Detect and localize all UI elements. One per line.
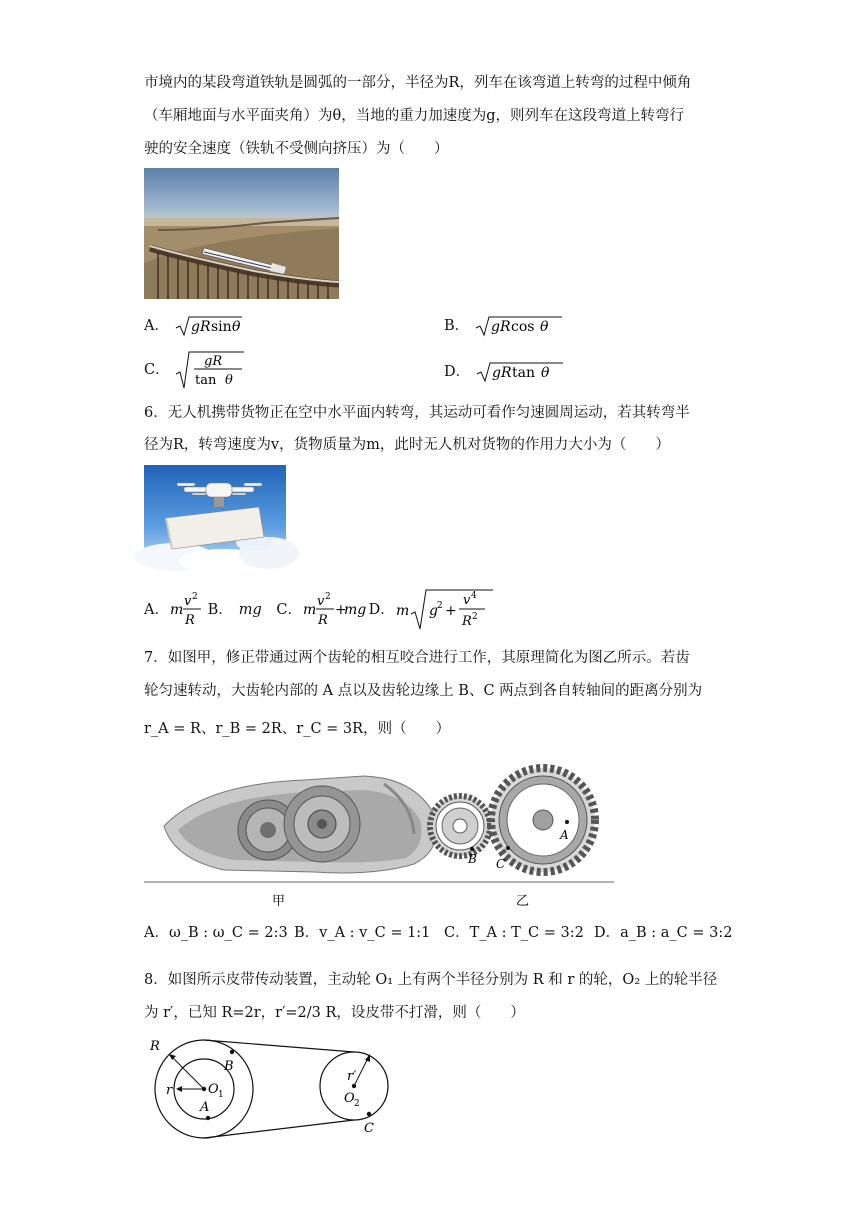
q5-line-3: 驶的安全速度（铁轨不受侧向挤压）为（ ） bbox=[144, 141, 449, 157]
q5-line-2: （车厢地面与水平面夹角）为θ，当地的重力加速度为g，则列车在这段弯道上转弯行 bbox=[144, 108, 685, 124]
svg-text:cos: cos bbox=[510, 319, 535, 335]
q5-option-c[interactable]: C． gR tan θ bbox=[144, 350, 246, 390]
q7-line-3: r_A = R、r_B = 2R、r_C = 3R，则（ ） bbox=[144, 721, 451, 737]
svg-text:g: g bbox=[428, 603, 438, 619]
q6-line-1: 6．无人机携带货物正在空中水平面内转弯，其运动可看作匀速圆周运动，若其转弯半 bbox=[144, 405, 690, 421]
svg-text:θ: θ bbox=[539, 319, 549, 335]
q7-line-2: 轮匀速转动，大齿轮内部的 A 点以及齿轮边缘上 B、C 两点到各自转轴间的距离分别为 bbox=[144, 683, 703, 699]
q7-line-1: 7．如图甲，修正带通过两个齿轮的相互咬合进行工作，其原理简化为图乙所示。若齿 bbox=[144, 650, 690, 666]
svg-text:v: v bbox=[183, 594, 192, 609]
q8-line-2: 为 r′，已知 R=2r，r′=2/3 R，设皮带不打滑，则（ ） bbox=[144, 1005, 525, 1021]
q7-option-d[interactable]: D．a_B : a_C = 3:2 bbox=[594, 925, 733, 941]
q5-option-b[interactable]: B． gR cos θ bbox=[444, 314, 564, 338]
svg-text:2: 2 bbox=[191, 592, 198, 602]
svg-text:v: v bbox=[317, 594, 325, 609]
svg-text:2: 2 bbox=[325, 592, 331, 602]
svg-text:mg: mg bbox=[344, 602, 367, 618]
q6-option-a[interactable]: A． m v 2 R bbox=[144, 592, 198, 628]
correction-tape-image bbox=[164, 776, 437, 873]
figure-jia-caption: 甲 bbox=[272, 894, 286, 909]
q8-line-1: 8．如图所示皮带传动装置，主动轮 O₁ 上有两个半径分别为 R 和 r 的轮，O₂ 上的轮半径 bbox=[144, 972, 718, 988]
drone-cargo-photo bbox=[144, 465, 286, 566]
q5-option-a[interactable]: A． gR sin θ bbox=[144, 318, 241, 335]
q6-option-b[interactable]: B． mg bbox=[207, 602, 262, 618]
label-O2-sub: 2 bbox=[354, 1099, 360, 1109]
q6-option-d[interactable]: D． m g 2 + v 4 R 2 bbox=[369, 602, 495, 618]
q6-line-2: 径为R，转弯速度为v，货物质量为m，此时无人机对货物的作用力大小为（ ） bbox=[144, 437, 670, 453]
label-B: B bbox=[224, 1059, 234, 1074]
svg-text:2: 2 bbox=[471, 612, 478, 622]
svg-text:4: 4 bbox=[470, 591, 477, 601]
svg-text:v: v bbox=[462, 593, 471, 608]
figure-yi-caption: 乙 bbox=[516, 894, 530, 909]
q5-option-d[interactable]: D． gR tan θ bbox=[444, 360, 565, 384]
svg-text:sin: sin bbox=[210, 319, 232, 335]
svg-text:tan: tan bbox=[195, 373, 217, 388]
svg-text:+: + bbox=[335, 602, 347, 618]
railway-curve-photo bbox=[144, 168, 339, 299]
q7-option-c[interactable]: C．T_A : T_C = 3:2 bbox=[444, 925, 584, 941]
label-O2: O bbox=[344, 1091, 355, 1106]
svg-text:R: R bbox=[318, 613, 328, 628]
q6-options-row bbox=[144, 588, 495, 632]
svg-text:tan: tan bbox=[511, 365, 535, 381]
svg-text:θ: θ bbox=[231, 319, 241, 335]
q6-option-c[interactable]: C． m v 2 R + mg bbox=[276, 592, 367, 628]
label-R: R bbox=[150, 1039, 160, 1054]
svg-text:m: m bbox=[169, 602, 184, 618]
point-b-label: B bbox=[468, 852, 477, 866]
svg-text:gR: gR bbox=[490, 319, 511, 335]
svg-text:+: + bbox=[444, 603, 457, 619]
svg-text:gR: gR bbox=[190, 319, 211, 335]
label-r: r bbox=[166, 1083, 173, 1098]
gear-figure bbox=[144, 764, 614, 914]
svg-text:m: m bbox=[395, 603, 410, 619]
svg-text:m: m bbox=[303, 602, 317, 618]
svg-text:θ: θ bbox=[225, 373, 234, 388]
label-A: A bbox=[200, 1100, 210, 1115]
svg-text:2: 2 bbox=[436, 601, 443, 611]
belt-drive-figure bbox=[144, 1030, 394, 1140]
point-a-label: A bbox=[560, 828, 569, 842]
svg-text:gR: gR bbox=[491, 365, 512, 381]
label-r-prime: r′ bbox=[347, 1069, 357, 1084]
q7-option-a[interactable]: A．ω_B : ω_C = 2:3 bbox=[144, 925, 288, 941]
large-gear bbox=[491, 768, 595, 872]
q5-line-1: 市境内的某段弯道铁轨是圆弧的一部分，半径为R，列车在该弯道上转弯的过程中倾角 bbox=[144, 75, 692, 91]
label-O1: O bbox=[208, 1082, 219, 1097]
small-gear bbox=[430, 796, 490, 856]
label-O1-sub: 1 bbox=[218, 1090, 224, 1100]
q7-option-b[interactable]: B．v_A : v_C = 1:1 bbox=[294, 925, 431, 941]
svg-text:θ: θ bbox=[540, 365, 550, 381]
svg-text:R: R bbox=[461, 614, 472, 629]
label-C: C bbox=[364, 1121, 374, 1136]
svg-text:gR: gR bbox=[204, 354, 223, 369]
svg-text:R: R bbox=[184, 613, 195, 628]
point-c-label: C bbox=[496, 857, 506, 871]
